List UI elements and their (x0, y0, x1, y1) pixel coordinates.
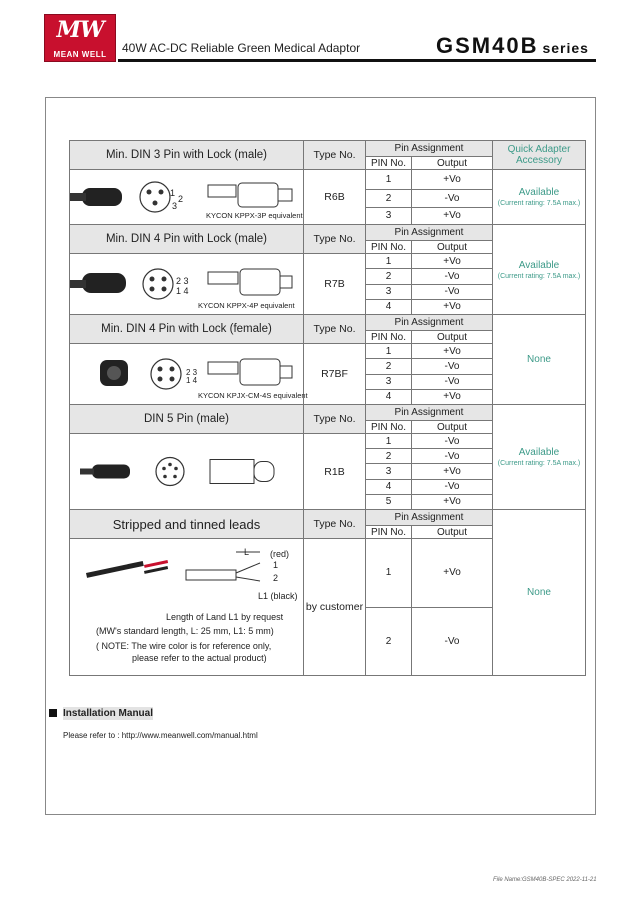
output-cell: +Vo (412, 464, 493, 479)
file-name-footer: File Name:GSM40B-SPEC 2022-11-21 (493, 877, 597, 883)
type-no-cell: R1B (304, 434, 366, 510)
wire-photo (86, 560, 168, 578)
pin-no-header: PIN No. (366, 241, 412, 254)
pin-face-graphic (156, 458, 184, 486)
pin-no-cell: 1 (366, 170, 412, 190)
pin-label: 1 4 (186, 376, 198, 385)
leads-note3: ( NOTE: The wire color is for reference only, (96, 641, 272, 651)
pin-no-cell: 4 (366, 299, 412, 314)
connector-picture (70, 254, 304, 315)
accessory-cell (493, 315, 586, 405)
pin-label: 3 (172, 201, 178, 211)
connector-picture (70, 344, 308, 405)
pin-no-cell: 3 (366, 464, 412, 479)
type-no-header: Type No. (304, 225, 366, 254)
accessory-cell (493, 405, 586, 510)
pin-no-cell: 2 (366, 190, 412, 207)
type-no-cell: by customer (304, 539, 366, 676)
output-cell: +Vo (412, 207, 493, 224)
output-cell: +Vo (412, 389, 493, 404)
connector-caption: KYCON KPPX-3P equivalent (206, 211, 303, 220)
accessory-value: Available (518, 447, 560, 458)
output-cell: -Vo (412, 269, 493, 284)
pin-no-cell: 1 (366, 434, 412, 449)
section-title: Min. DIN 4 Pin with Lock (male) (70, 225, 304, 254)
type-no-header: Type No. (304, 141, 366, 170)
output-cell: +Vo (412, 254, 493, 269)
pin-no-header: PIN No. (366, 526, 412, 539)
leads-red: (red) (270, 549, 290, 559)
accessory-cell (493, 225, 586, 315)
output-header: Output (412, 526, 493, 539)
pin-label: 1 (170, 188, 176, 198)
output-cell: -Vo (412, 284, 493, 299)
section-title: Min. DIN 4 Pin with Lock (female) (70, 315, 304, 344)
leads-one: 1 (273, 560, 279, 570)
output-cell: -Vo (412, 607, 493, 676)
leads-note1: Length of Land L1 by request (166, 612, 284, 622)
pin-no-cell: 1 (366, 254, 412, 269)
accessory-cell (493, 170, 586, 225)
cable-plug-graphic (80, 465, 130, 479)
leads-note4: please refer to the actual product) (132, 653, 267, 663)
leads-note2: (MW's standard length, L: 25 mm, L1: 5 mm) (96, 626, 274, 636)
pin-no-cell: 2 (366, 607, 412, 676)
accessory-value: Available (518, 187, 560, 198)
accessory-cell (493, 510, 586, 676)
output-cell: +Vo (412, 170, 493, 190)
output-cell: -Vo (412, 434, 493, 449)
connector-table (69, 140, 586, 676)
accessory-cell: Quick Adapter Accessory (493, 141, 586, 170)
connector-illustration (70, 434, 304, 509)
pin-no-header: PIN No. (366, 421, 412, 434)
pin-label: 2 3 (186, 368, 198, 377)
output-header: Output (412, 157, 493, 170)
pin-no-header: PIN No. (366, 331, 412, 344)
logo-text: MEAN WELL (53, 50, 107, 59)
section-title: DIN 5 Pin (male) (70, 405, 304, 434)
pin-face-graphic (143, 269, 173, 299)
output-header: Output (412, 241, 493, 254)
header-rule (118, 59, 596, 62)
connector-drawing (210, 460, 274, 484)
pin-no-header: PIN No. (366, 157, 412, 170)
connector-picture (70, 434, 304, 510)
pin-no-cell: 5 (366, 494, 412, 509)
pin-no-cell: 4 (366, 479, 412, 494)
pin-no-cell: 3 (366, 284, 412, 299)
output-cell: +Vo (412, 494, 493, 509)
model-title (436, 33, 589, 59)
accessory-value: None (527, 354, 551, 365)
leads-l1-black: L1 (black) (258, 591, 298, 601)
connector-drawing (208, 269, 292, 295)
type-no-cell: R7BF (304, 344, 366, 405)
pin-no-cell: 2 (366, 269, 412, 284)
pin-label: 2 (178, 194, 184, 204)
type-no-cell: R6B (304, 170, 366, 225)
pin-assignment-header: Pin Assignment (366, 405, 493, 421)
install-title: Installation Manual (63, 708, 154, 719)
connector-picture (70, 170, 304, 225)
connector-caption: KYCON KPPX-4P equivalent (198, 301, 295, 310)
pin-no-cell: 2 (366, 449, 412, 464)
leads-l-label: L (244, 547, 250, 557)
brand-logo (44, 14, 116, 62)
accessory-rating: (Current rating: 7.5A max.) (497, 272, 581, 280)
pin-no-cell: 1 (366, 539, 412, 608)
accessory-rating: (Current rating: 7.5A max.) (497, 460, 581, 467)
accessory-value: None (527, 587, 551, 598)
cable-plug-graphic (70, 273, 126, 293)
model-name: GSM40B (436, 33, 539, 58)
connector-caption: KYCON KPJX-CM-4S equivalent (198, 391, 308, 400)
leads-two: 2 (273, 573, 279, 583)
cable-plug-graphic (70, 188, 122, 206)
type-no-header: Type No. (304, 510, 366, 539)
output-header: Output (412, 421, 493, 434)
output-cell: +Vo (412, 299, 493, 314)
pin-no-cell: 3 (366, 374, 412, 389)
section-title: Min. DIN 3 Pin with Lock (male) (70, 141, 304, 170)
connector-drawing (208, 359, 292, 385)
output-cell: +Vo (412, 344, 493, 359)
output-cell: -Vo (412, 374, 493, 389)
type-no-header: Type No. (304, 315, 366, 344)
pin-no-cell: 3 (366, 207, 412, 224)
model-series: series (542, 40, 589, 56)
section-title: Stripped and tinned leads (70, 510, 304, 539)
pin-no-cell: 2 (366, 359, 412, 374)
output-cell: -Vo (412, 449, 493, 464)
accessory-value: Available (518, 259, 560, 271)
accessory-rating: (Current rating: 7.5A max.) (497, 200, 581, 207)
pin-face-graphic (151, 359, 181, 389)
socket-graphic (100, 360, 128, 386)
pin-label: 2 3 (176, 276, 189, 286)
pin-label: 1 4 (176, 286, 189, 296)
output-cell: -Vo (412, 479, 493, 494)
pin-assignment-header: Pin Assignment (366, 225, 493, 241)
install-text: Please refer to : http://www.meanwell.com/manual.html (63, 731, 258, 740)
product-subtitle: 40W AC-DC Reliable Green Medical Adaptor (122, 41, 361, 55)
output-cell: -Vo (412, 190, 493, 207)
pin-no-cell: 4 (366, 389, 412, 404)
pin-face-graphic (140, 182, 170, 212)
type-no-header: Type No. (304, 405, 366, 434)
connector-drawing (208, 183, 292, 207)
pin-no-cell: 1 (366, 344, 412, 359)
output-cell: +Vo (412, 539, 493, 608)
pin-assignment-header: Pin Assignment (366, 141, 493, 157)
logo-mark: MW (56, 17, 104, 43)
output-header: Output (412, 331, 493, 344)
section-bullet (49, 709, 57, 717)
pin-assignment-header: Pin Assignment (366, 510, 493, 526)
connector-picture (70, 539, 304, 676)
output-cell: -Vo (412, 359, 493, 374)
type-no-cell: R7B (304, 254, 366, 315)
pin-assignment-header: Pin Assignment (366, 315, 493, 331)
